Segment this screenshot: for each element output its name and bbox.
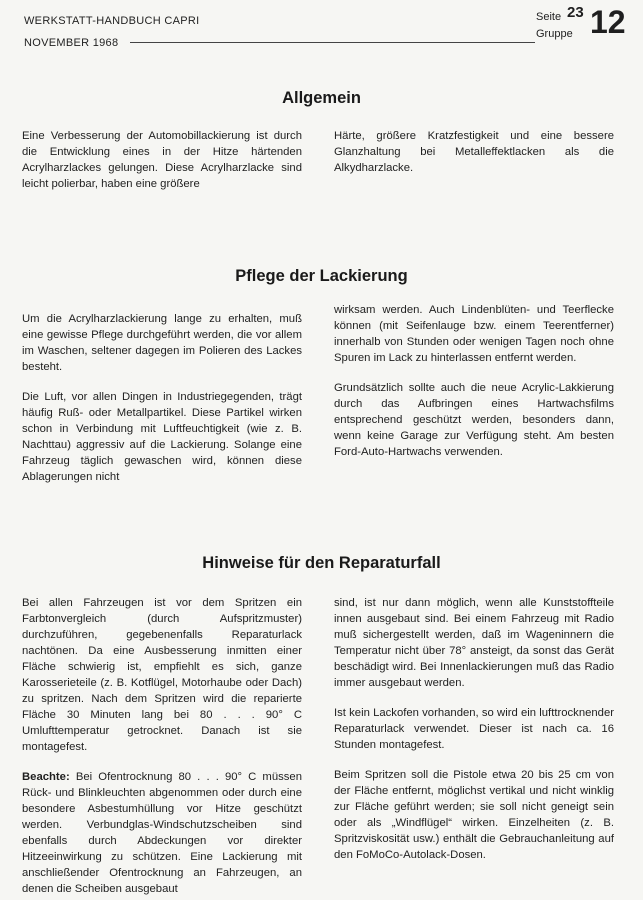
section-reparatur-left-column bbox=[22, 595, 302, 897]
section-title-allgemein: Allgemein bbox=[282, 89, 361, 107]
section-title-pflege: Pflege der Lackierung bbox=[235, 267, 408, 285]
paragraph: Beim Spritzen soll die Pistole etwa 20 bis 25 cm von der Fläche entfernt, möglichst vertikal und nicht winklig zur Fläche geführt werden; sie soll nicht geneigt sein oder als „Windflügel“ wirken. Einzelheiten (z. B. Spritzviskosität usw.) enthält die Gebrauchanleitung auf den FoMoCo-Autolack-Dosen. bbox=[334, 769, 614, 861]
section-allgemein-right-column bbox=[334, 128, 614, 176]
paragraph: sind, ist nur dann möglich, wenn alle Kunststoffteile innen ausgebaut sind. Bei einem Fahrzeug mit Radio muß sichergestellt werden, daß im Wageninnern die Temperatur nicht über 78° ansteigt, da sonst das Gerät beschädigt wird. Bei Innenlackierungen muß das Radio immer ausgebaut werden. bbox=[334, 597, 614, 689]
paragraph: Härte, größere Kratzfestigkeit und eine bessere Glanzhaltung bei Metalleffektlacken als die Alkydharzlacke. bbox=[334, 130, 614, 174]
section-pflege-left-column bbox=[22, 311, 302, 485]
gruppe-number: 12 bbox=[590, 4, 626, 40]
paragraph: Bei allen Fahrzeugen ist vor dem Spritzen ein Farbtonvergleich (durch Aufspritzmuster) durchzuführen, gegebenenfalls Reparaturlack nachtönen. Da eine Ausbesserung inmitten einer Fläche schwierig ist, empfiehlt es sich, ganze Karosserieteile (z. B. Kotflügel, Motorhaube oder Dach) zu spritzen. Nach dem Spritzen wird die reparierte Fläche 30 Minuten lang bei 80 . . . 90° C Umlufttemperatur getrocknet. Danach ist sie montagefest. bbox=[22, 597, 302, 753]
section-allgemein-left-column bbox=[22, 128, 302, 192]
section-title-reparatur: Hinweise für den Reparaturfall bbox=[202, 554, 441, 572]
paragraph: wirksam werden. Auch Lindenblüten- und Teerflecke können (mit Seifenlauge bzw. einem Teerentferner) innerhalb von Stunden oder wenigen Tagen noch ohne Spuren im Lack zu hinterlassen entfernt werden. bbox=[334, 304, 614, 364]
header-rule bbox=[130, 42, 535, 43]
gruppe-label: Gruppe bbox=[536, 28, 573, 40]
issue-date: NOVEMBER 1968 bbox=[24, 37, 119, 49]
beachte-label: Beachte: bbox=[22, 771, 70, 783]
seite-label: Seite bbox=[536, 11, 562, 23]
section-reparatur-right-column bbox=[334, 595, 614, 863]
seite-number: 23 bbox=[567, 4, 584, 21]
paragraph: Grundsätzlich sollte auch die neue Acrylic-Lakkierung durch das Aufbringen eines Hartwachsfilms entsprechend geschützt werden, besonders dann, wenn keine Garage zur Verfügung steht. Am besten Ford-Auto-Hartwachs verwenden. bbox=[334, 382, 614, 458]
paragraph: Um die Acrylharzlackierung lange zu erhalten, muß eine gewisse Pflege durchgeführt werden, die vor allem im Waschen, seltener dagegen im Polieren des Lackes besteht. bbox=[22, 313, 302, 373]
paragraph: Eine Verbesserung der Automobillackierung ist durch die Entwicklung eines in der Hitze härtenden Acrylharzlackes gelungen. Diese Acrylharzlacke sind leicht polierbar, haben eine größere bbox=[22, 130, 302, 190]
section-pflege-right-column bbox=[334, 302, 614, 460]
manual-title: WERKSTATT-HANDBUCH CAPRI bbox=[24, 15, 200, 27]
beachte-paragraph bbox=[22, 769, 302, 897]
paragraph: Ist kein Lackofen vorhanden, so wird ein lufttrocknender Reparaturlack verwendet. Dieser ist nach ca. 16 Stunden montagefest. bbox=[334, 707, 614, 751]
document-header bbox=[24, 14, 200, 49]
beachte-text: Bei Ofentrocknung 80 . . . 90° C müssen Rück- und Blinkleuchten abgenommen oder durch eine besondere Asbestumhüllung vor Hitze geschützt werden. Verbundglas-Windschutzscheiben sind ebenfalls durch Abdeckungen vor direkter Hitzeeinwirkung zu schützen. Eine Lackierung mit anschließender Ofentrocknung an Fahrzeugen, an denen die Scheiben ausgebaut bbox=[22, 771, 302, 895]
paragraph: Die Luft, vor allen Dingen in Industriegegenden, trägt häufig Ruß- oder Metallpartikel. Diese Partikel wirken schon in Verbindung mit Luftfeuchtigkeit (wie z. B. Nachttau) aggressiv auf die Lackierung. Solange eine Fahrzeug täglich gewaschen wird, können diese Ablagerungen nicht bbox=[22, 391, 302, 483]
